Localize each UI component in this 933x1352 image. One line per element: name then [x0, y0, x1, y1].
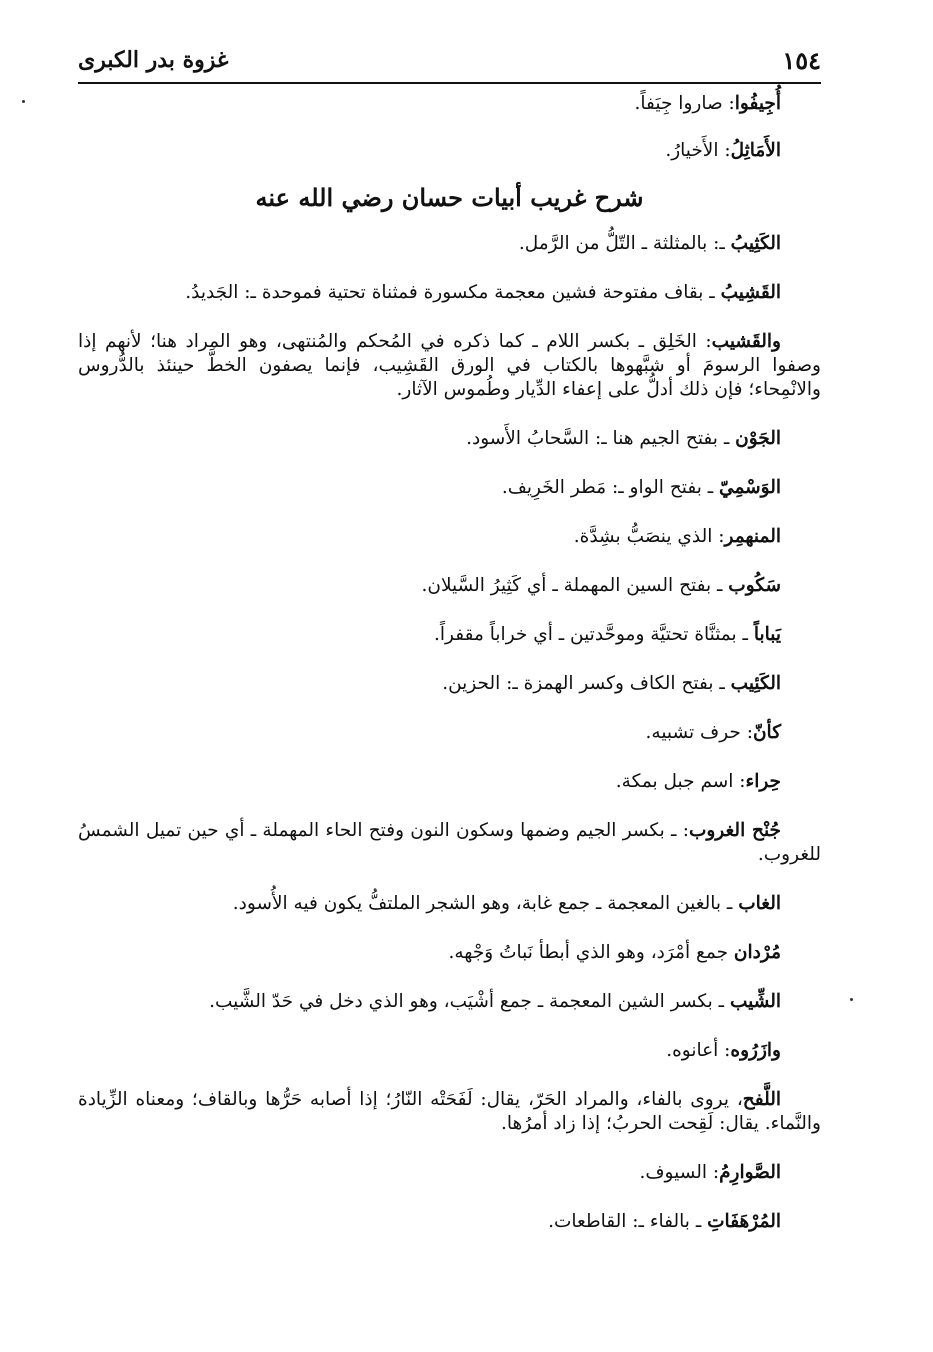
- glossary-entry: [78, 770, 821, 794]
- glossary-entry: [78, 139, 821, 163]
- entry-term: المُرْهَفَاتِ: [707, 1211, 781, 1232]
- glossary-entry: [78, 819, 821, 867]
- entry-term: كأنّ: [752, 722, 781, 743]
- glossary-entry: [78, 1161, 821, 1185]
- entry-term: الجَوْن: [735, 428, 781, 449]
- entry-definition: ـ بكسر الشين المعجمة ـ جمع أشْيَب، وهو الذي دخل في حَدّ الشَّيب.: [209, 991, 730, 1012]
- entry-definition: : اسم جبل بمكة.: [615, 771, 746, 792]
- glossary-entry: [78, 1210, 821, 1234]
- entry-definition: ، يروى بالفاء، والمراد الحَرّ، يقال: لَفَحَتْه النّارُ؛ إذا أصابه حَرُّها وبالقاف؛ ومعناه الزِّيادة والنَّماء. يقال: لَقِحت الحربُ؛ إذا زاد أمرُها.: [78, 1089, 821, 1134]
- entry-term: الكَثِيبُ: [730, 233, 781, 254]
- entry-definition: ـ بفتح الواو ـ: مَطر الخَرِيف.: [501, 477, 720, 498]
- entry-term: سَكُوب: [728, 575, 781, 596]
- entry-term: القَشِيبُ: [720, 282, 781, 303]
- entry-term: حِراء: [745, 771, 781, 792]
- entry-definition: ـ بفتح الكاف وكسر الهمزة ـ: الحزين.: [442, 673, 731, 694]
- entry-definition: ـ بقاف مفتوحة فشين معجمة مكسورة فمثناة تحتية فموحدة ـ: الجَديدُ.: [185, 282, 721, 303]
- entry-term: جُنْح الغروب: [688, 820, 781, 841]
- glossary-entry: [78, 574, 821, 598]
- entry-definition: ـ بالفاء ـ: القاطعات.: [548, 1211, 708, 1232]
- glossary-entry: [78, 476, 821, 500]
- page-header: [78, 38, 821, 84]
- entry-term: أُجِيفُوا: [734, 93, 781, 114]
- entry-term: المنهمِر: [724, 526, 781, 547]
- section-heading: شرح غريب أبيات حسان رضي الله عنه: [255, 183, 644, 212]
- entry-definition: : الخَلِق ـ بكسر اللام ـ كما ذكره في المُحكم والمُنتهى، وهو المراد هنا؛ لأنهم إذا وصفوا الرسومَ أو شبَّهوها بالكتاب في الورق القَشِيب، فإنما يصفون الخطَّ حينئذ بالدُّروس والانْمِحاء؛ فإن ذلك أدلُّ على إعفاء الدِّيار وطُموس الآثار.: [78, 331, 821, 400]
- glossary-entry: [78, 330, 821, 402]
- entry-term: مُرْدان: [733, 942, 781, 963]
- entry-definition: : السيوف.: [639, 1162, 720, 1183]
- glossary-entry: [78, 1039, 821, 1063]
- entry-definition: ـ بفتح الجيم هنا ـ: السَّحابُ الأَسود.: [466, 428, 736, 449]
- entry-term: والقَشيب: [711, 331, 781, 352]
- entry-term: الشِّيب: [729, 991, 781, 1012]
- entry-term: وازَرُوه: [730, 1040, 781, 1061]
- entry-definition: ـ: بالمثلثة ـ التّلُّ من الرَّمل.: [518, 233, 731, 254]
- page-number: ١٥٤: [782, 45, 821, 75]
- glossary-entry: [78, 232, 821, 256]
- entry-term: الوَسْمِيّ: [719, 477, 781, 498]
- entry-term: الكَئِيب: [730, 673, 781, 694]
- entry-term: الأَمَاثِلُ: [730, 140, 781, 161]
- scan-speck: [22, 100, 25, 103]
- entry-definition: ـ بفتح السين المهملة ـ أي كَثِيرُ السَّيلان.: [421, 575, 729, 596]
- glossary-entry: [78, 1088, 821, 1136]
- page-body: [78, 92, 821, 1259]
- glossary-entry: [78, 525, 821, 549]
- entry-term: يَباباً: [753, 624, 781, 645]
- glossary-entry: [78, 721, 821, 745]
- glossary-entry: [78, 427, 821, 451]
- entry-term: الغاب: [738, 893, 781, 914]
- entry-definition: : أعانوه.: [666, 1040, 731, 1061]
- entry-definition: ـ بالغين المعجمة ـ جمع غابة، وهو الشجر الملتفُّ يكون فيه الأُسود.: [232, 893, 739, 914]
- glossary-entry: [78, 892, 821, 916]
- entry-definition: : الأَخيارُ.: [665, 140, 731, 161]
- entry-definition: : الذي ينصَبُّ بشِدَّة.: [573, 526, 725, 547]
- glossary-entry: [78, 623, 821, 647]
- running-title: غزوة بدر الكبرى: [78, 47, 229, 73]
- glossary-entry: [78, 92, 821, 116]
- glossary-entry: [78, 281, 821, 305]
- glossary-entry: [78, 941, 821, 965]
- entry-definition: : صاروا جِيَفاً.: [634, 93, 735, 114]
- scan-speck: [850, 998, 853, 1001]
- glossary-entry: [78, 672, 821, 696]
- entry-definition: : حرف تشبيه.: [645, 722, 753, 743]
- entry-definition: : ـ بكسر الجيم وضمها وسكون النون وفتح الحاء المهملة ـ أي حين تميل الشمسُ للغروب.: [78, 820, 821, 865]
- entry-term: الصَّوارِمُ: [719, 1162, 781, 1183]
- entry-definition: ـ بمثنَّاة تحتيَّة وموحَّدتين ـ أي خراباً مقفراً.: [434, 624, 754, 645]
- glossary-entry: [78, 990, 821, 1014]
- entry-definition: جمع أمْرَد، وهو الذي أبطأ نَباتُ وَجْهه.: [448, 942, 734, 963]
- entry-term: اللَّفح: [742, 1089, 781, 1110]
